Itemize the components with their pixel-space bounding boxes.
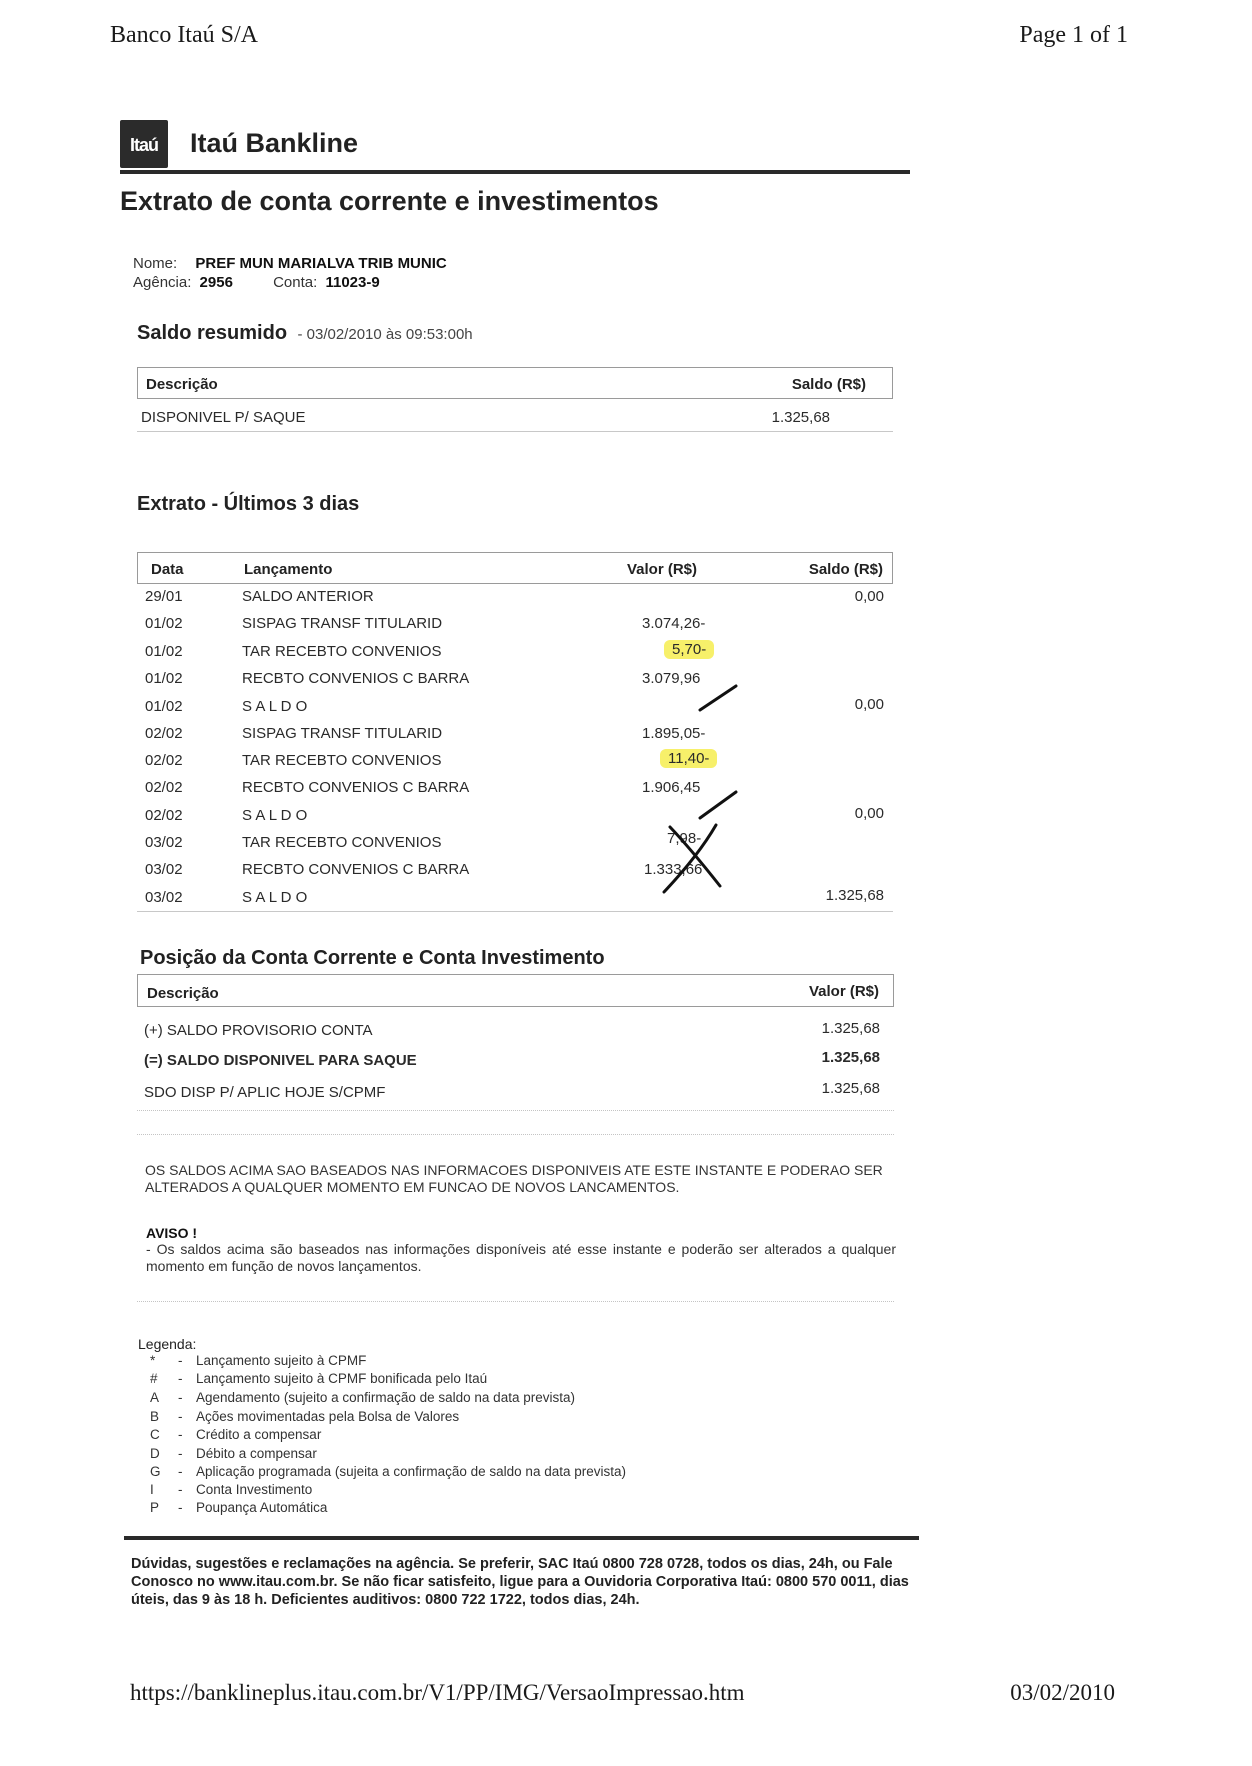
legend-text: Poupança Automática bbox=[196, 1500, 328, 1515]
legend-item: A - Agendamento (sujeito a confirmação de saldo na data prevista) bbox=[150, 1390, 575, 1405]
row-date: 03/02 bbox=[145, 861, 183, 878]
row-description: S A L D O bbox=[242, 807, 308, 824]
row-date: 01/02 bbox=[145, 615, 183, 632]
row-description: SALDO ANTERIOR bbox=[242, 588, 374, 605]
row-description: S A L D O bbox=[242, 698, 308, 715]
posicao-row-desc: (+) SALDO PROVISORIO CONTA bbox=[144, 1022, 373, 1039]
row-amount: 3.074,26- bbox=[642, 615, 706, 632]
col-lancamento: Lançamento bbox=[244, 561, 333, 578]
row-amount-crossed: 7,98- bbox=[667, 830, 702, 847]
legend-item: D - Débito a compensar bbox=[150, 1446, 317, 1461]
legend-item: * - Lançamento sujeito à CPMF bbox=[150, 1353, 367, 1368]
legend-text: Débito a compensar bbox=[196, 1446, 317, 1461]
account-name: PREF MUN MARIALVA TRIB MUNIC bbox=[195, 255, 447, 272]
conta-label: Conta: bbox=[273, 274, 318, 291]
pen-annotations bbox=[640, 650, 760, 900]
aviso-label: AVISO ! bbox=[146, 1225, 198, 1241]
legend-item: I - Conta Investimento bbox=[150, 1482, 313, 1497]
legend-key: * bbox=[150, 1353, 156, 1368]
row-date: 02/02 bbox=[145, 725, 183, 742]
saldo-resumido-title: Saldo resumido bbox=[137, 322, 288, 344]
row-amount: 1.906,45 bbox=[642, 779, 701, 796]
agencia-value: 2956 bbox=[199, 274, 233, 291]
row-description: TAR RECEBTO CONVENIOS bbox=[242, 752, 442, 769]
legend-key: D bbox=[150, 1446, 160, 1461]
posicao-row-value: 1.325,68 bbox=[821, 1049, 880, 1066]
row-balance: 1.325,68 bbox=[825, 887, 884, 904]
itau-logo bbox=[120, 120, 168, 168]
print-header-page: Page 1 of 1 bbox=[1019, 22, 1128, 48]
amount-highlight: 11,40- bbox=[660, 749, 717, 768]
legend-item: G - Aplicação programada (sujeita a confirmação de saldo na data prevista) bbox=[150, 1464, 626, 1479]
legend-key: C bbox=[150, 1427, 160, 1442]
legend-text: Agendamento (sujeito a confirmação de saldo na data prevista) bbox=[196, 1390, 575, 1405]
col-valor: Valor (R$) bbox=[627, 561, 698, 578]
legend-text: Ações movimentadas pela Bolsa de Valores bbox=[196, 1409, 460, 1424]
check-mark bbox=[700, 686, 736, 710]
col-valor: Valor (R$) bbox=[808, 983, 879, 1000]
print-footer-url: https://banklineplus.itau.com.br/V1/PP/IMG/VersaoImpressao.htm bbox=[130, 1680, 745, 1705]
row-date: 29/01 bbox=[145, 588, 183, 605]
legend-item: P - Poupança Automática bbox=[150, 1500, 328, 1515]
header-divider bbox=[120, 170, 910, 174]
row-description: RECBTO CONVENIOS C BARRA bbox=[242, 779, 470, 796]
row-amount: 1.895,05- bbox=[642, 725, 706, 742]
row-description: SISPAG TRANSF TITULARID bbox=[242, 615, 443, 632]
legend-key: I bbox=[150, 1482, 154, 1497]
posicao-title: Posição da Conta Corrente e Conta Investimento bbox=[140, 947, 605, 969]
col-descricao: Descrição bbox=[146, 376, 218, 393]
saldo-resumido-desc: DISPONIVEL P/ SAQUE bbox=[141, 409, 306, 426]
row-balance: 0,00 bbox=[854, 588, 884, 605]
legend-item: # - Lançamento sujeito à CPMF bonificada pelo Itaú bbox=[150, 1371, 488, 1386]
legend-text: Crédito a compensar bbox=[196, 1427, 322, 1442]
extrato-header bbox=[137, 552, 893, 584]
posicao-row-value: 1.325,68 bbox=[821, 1080, 880, 1097]
divider bbox=[137, 1301, 894, 1302]
contact-info: Dúvidas, sugestões e reclamações na agência. Se preferir, SAC Itaú 0800 728 0728, todos os dias, 24h, ou Fale Conosco no www.itau.com.br. Se não ficar satisfeito, ligue para a Ouvidoria Corporativa Itaú: 0800 570 0011, dias úteis, das 9 às 18 h. Deficientes auditivos: 0800 722 1722, todos dias, 24h. bbox=[131, 1556, 909, 1608]
legend-text: Lançamento sujeito à CPMF bonificada pelo Itaú bbox=[196, 1371, 488, 1386]
saldo-resumido-value: 1.325,68 bbox=[771, 409, 830, 426]
logo-text: Itaú bbox=[129, 135, 158, 155]
row-description: S A L D O bbox=[242, 889, 308, 906]
cross-mark bbox=[664, 825, 716, 892]
footer-divider bbox=[124, 1536, 919, 1540]
legend-item: C - Crédito a compensar bbox=[150, 1427, 322, 1442]
row-description: TAR RECEBTO CONVENIOS bbox=[242, 834, 442, 851]
extrato-title: Extrato - Últimos 3 dias bbox=[137, 493, 360, 515]
agencia-label: Agência: bbox=[133, 274, 192, 291]
row-date: 03/02 bbox=[145, 834, 183, 851]
row-balance: 0,00 bbox=[854, 696, 884, 713]
divider bbox=[137, 1110, 894, 1111]
row-date: 03/02 bbox=[145, 889, 183, 906]
saldo-resumido-header bbox=[137, 367, 893, 399]
row-description: RECBTO CONVENIOS C BARRA bbox=[242, 861, 470, 878]
amount-highlight: 5,70- bbox=[664, 640, 714, 659]
row-description: SISPAG TRANSF TITULARID bbox=[242, 725, 443, 742]
aviso-text: - Os saldos acima são baseados nas informações disponíveis até esse instante e poderão ser alterados a qualquer momento em função de novos lançamentos. bbox=[146, 1241, 896, 1274]
col-saldo: Saldo (R$) bbox=[808, 561, 883, 578]
legend-text: Lançamento sujeito à CPMF bbox=[196, 1353, 367, 1368]
account-name-line bbox=[133, 255, 447, 272]
col-descricao: Descrição bbox=[147, 985, 219, 1002]
col-saldo: Saldo (R$) bbox=[791, 376, 866, 393]
legend-item: B - Ações movimentadas pela Bolsa de Valores bbox=[150, 1409, 460, 1424]
row-balance: 0,00 bbox=[854, 805, 884, 822]
legend-text: Aplicação programada (sujeita a confirmação de saldo na data prevista) bbox=[196, 1464, 626, 1479]
legend-key: P bbox=[150, 1500, 160, 1515]
col-data: Data bbox=[151, 561, 184, 578]
row-date: 02/02 bbox=[145, 807, 183, 824]
row-date: 01/02 bbox=[145, 643, 183, 660]
row-date: 02/02 bbox=[145, 752, 183, 769]
page-title: Extrato de conta corrente e investimentos bbox=[120, 186, 659, 216]
posicao-row-desc: (=) SALDO DISPONIVEL PARA SAQUE bbox=[144, 1052, 417, 1069]
posicao-row-desc: SDO DISP P/ APLIC HOJE S/CPMF bbox=[144, 1084, 386, 1101]
account-branch-line bbox=[133, 274, 380, 291]
legend-text: Conta Investimento bbox=[196, 1482, 313, 1497]
print-header-bank: Banco Itaú S/A bbox=[110, 22, 258, 48]
divider bbox=[137, 911, 893, 912]
saldo-resumido-heading bbox=[137, 322, 473, 345]
legend-key: # bbox=[150, 1371, 158, 1386]
row-date: 01/02 bbox=[145, 698, 183, 715]
print-footer-date: 03/02/2010 bbox=[1010, 1680, 1115, 1705]
posicao-header bbox=[137, 974, 894, 1007]
row-amount-crossed: 1.333,66 bbox=[644, 861, 703, 878]
balance-notice: OS SALDOS ACIMA SAO BASEADOS NAS INFORMACOES DISPONIVEIS ATE ESTE INSTANTE E PODERAO SER ALTERADOS A QUALQUER MOMENTO EM FUNCAO DE NOVOS LANCAMENTOS. bbox=[145, 1162, 883, 1195]
brand-name: Itaú Bankline bbox=[190, 128, 359, 158]
divider bbox=[137, 431, 893, 432]
legend-key: G bbox=[150, 1464, 161, 1479]
row-description: RECBTO CONVENIOS C BARRA bbox=[242, 670, 470, 687]
legend-title: Legenda: bbox=[138, 1336, 197, 1352]
divider bbox=[137, 1134, 894, 1135]
legend-key: A bbox=[150, 1390, 160, 1405]
row-amount: 3.079,96 bbox=[642, 670, 701, 687]
posicao-row-value: 1.325,68 bbox=[821, 1020, 880, 1037]
legend-key: B bbox=[150, 1409, 160, 1424]
saldo-resumido-subtitle: - 03/02/2010 às 09:53:00h bbox=[297, 326, 473, 343]
nome-label: Nome: bbox=[133, 255, 178, 272]
check-mark bbox=[700, 792, 736, 818]
row-description: TAR RECEBTO CONVENIOS bbox=[242, 643, 442, 660]
row-date: 02/02 bbox=[145, 779, 183, 796]
row-date: 01/02 bbox=[145, 670, 183, 687]
conta-value: 11023-9 bbox=[325, 274, 380, 291]
